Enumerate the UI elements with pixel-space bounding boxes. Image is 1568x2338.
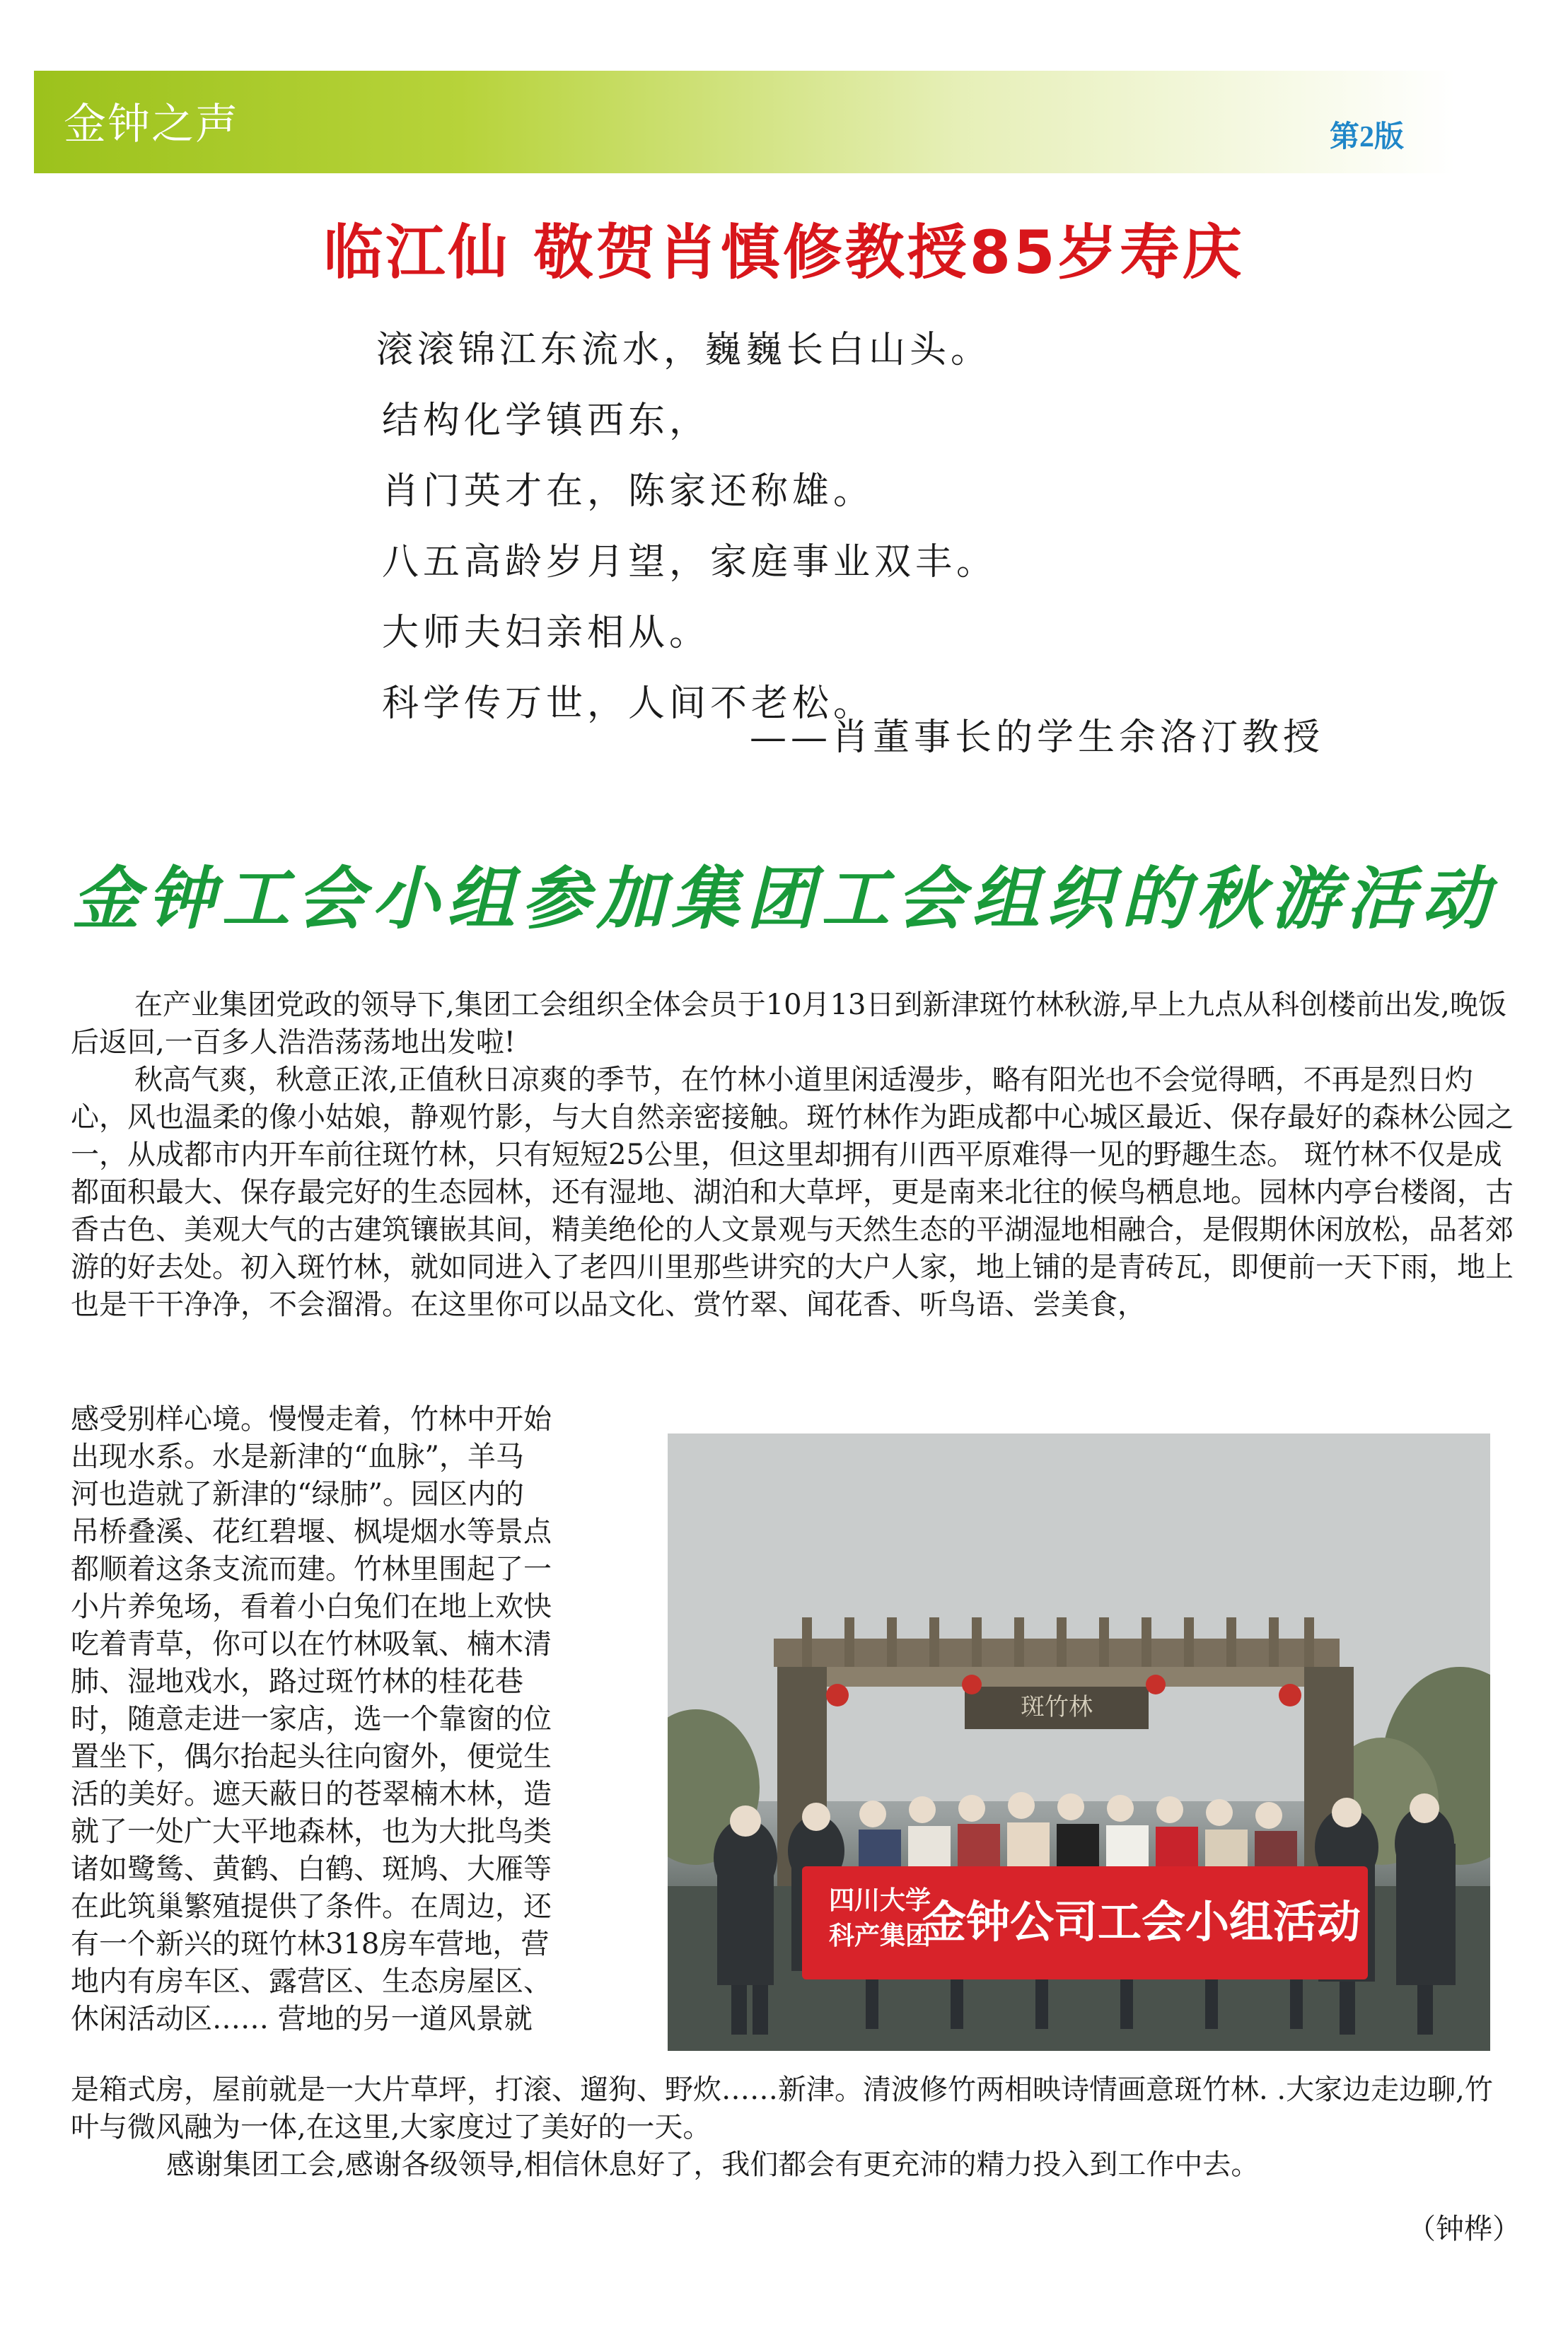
article-paragraph-1: 在产业集团党政的领导下,集团工会组织全体会员于10月13日到新津斑竹林秋游,早上九点从科创楼前出发,晚饭后返回,一百多人浩浩荡荡地出发啦! <box>71 989 1506 1059</box>
wrapped-line: 时，随意走进一家店，选一个靠窗的位 <box>71 1703 552 1735</box>
banner-main-text: 金钟公司工会小组活动 <box>922 1896 1361 1948</box>
wrapped-line: 都顺着这条支流而建。竹林里围起了一 <box>71 1553 552 1586</box>
banner-line-1: 四川大学 <box>828 1886 931 1915</box>
poem-line: 结构化学镇西东， <box>382 400 711 442</box>
article-title: 金钟工会小组参加集团工会组织的秋游活动 <box>71 859 1497 938</box>
wrapped-line: 地内有房车区、露营区、生态房屋区、 <box>71 1965 552 1998</box>
poem-line: 大师夫妇亲相从。 <box>382 612 711 654</box>
wrapped-line: 诸如鹭鸶、黄鹤、白鹤、斑鸠、大雁等 <box>71 1853 552 1885</box>
author-signature: （钟桦） <box>1407 2213 1521 2245</box>
poem-author: ——肖董事长的学生余洛汀教授 <box>750 716 1325 759</box>
wrapped-line: 肺、湿地戏水，路过斑竹林的桂花巷 <box>71 1665 523 1698</box>
article-paragraph-4: 感谢集团工会,感谢各级领导,相信休息好了，我们都会有更充沛的精力投入到工作中去。 <box>166 2148 1260 2181</box>
banner-line-2: 科产集团 <box>828 1921 931 1950</box>
article-paragraph-2: 秋高气爽，秋意正浓,正值秋日凉爽的季节，在竹林小道里闲适漫步，略有阳光也不会觉得晒，不再是烈日灼心，风也温柔的像小姑娘，静观竹影，与大自然亲密接触。斑竹林作为距成都中心城区最近、保存最好的森林公园之一，从成都市内开车前往斑竹林，只有短短25公里，但这里却拥有川西平原难得一见的野趣生态。 斑竹林不仅是成都面积最大、保存最完好的生态园林，还有湿地、湖泊和大草坪，更是南来北往的候鸟栖息地。园林内亭台楼阁，古香古色、美观大气的古建筑镶嵌其间，精美绝伦的人文景观与天然生态的平湖湿地相融合，是假期休闲放松，品茗郊游的好去处。初入斑竹林，就如同进入了老四川里那些讲究的大户人家，地上铺的是青砖瓦，即便前一天下雨，地上也是干干净净，不会溜滑。在这里你可以品文化、赏竹翠、闻花香、听鸟语、尝美食， <box>71 1064 1514 1321</box>
wrapped-line: 吃着青草，你可以在竹林吸氧、楠木清 <box>71 1628 552 1661</box>
wrapped-line: 有一个新兴的斑竹林318房车营地，营 <box>71 1928 550 1960</box>
article-wrapped-column <box>71 1401 651 2038</box>
group-photo <box>668 1433 1490 2051</box>
wrapped-line: 感受别样心境。慢慢走着，竹林中开始 <box>71 1403 552 1436</box>
wrapped-line: 休闲活动区…… 营地的另一道风景就 <box>71 2003 533 2035</box>
poem-line: 科学传万世，人间不老松。 <box>382 682 875 725</box>
wrapped-line: 小片养兔场，看着小白兔们在地上欢快 <box>71 1590 552 1623</box>
wrapped-line: 活的美好。遮天蔽日的苍翠楠木林，造 <box>71 1778 552 1810</box>
newsletter-title: 金钟之声 <box>64 100 239 149</box>
wrapped-line: 置坐下，偶尔抬起头往向窗外，便觉生 <box>71 1740 552 1773</box>
wrapped-line: 吊桥叠溪、花红碧堰、枫堤烟水等景点 <box>71 1516 552 1548</box>
poem-line: 八五高龄岁月望，家庭事业双丰。 <box>382 541 998 583</box>
gate-sign-text: 斑竹林 <box>1021 1693 1093 1721</box>
poem-body <box>376 315 998 739</box>
poem-line: 肖门英才在，陈家还称雄。 <box>382 470 875 513</box>
wrapped-line: 在此筑巢繁殖提供了条件。在周边，还 <box>71 1890 552 1923</box>
header-bar <box>34 71 1456 173</box>
wrapped-line: 河也造就了新津的“绿肺”。园区内的 <box>71 1478 524 1511</box>
article-paragraph-3: 是箱式房，屋前就是一大片草坪，打滚、遛狗、野炊……新津。清波修竹两相映诗情画意斑竹林. .大家边走边聊,竹叶与微风融为一体,在这里,大家度过了美好的一天。 <box>71 2074 1493 2144</box>
poem-line: 滚滚锦江东流水，巍巍长白山头。 <box>376 329 992 371</box>
edition-label: 第2版 <box>1330 121 1405 153</box>
wrapped-line: 出现水系。水是新津的“血脉”，羊马 <box>71 1441 524 1473</box>
poem-title: 临江仙 敬贺肖慎修教授85岁寿庆 <box>323 218 1245 287</box>
wrapped-line: 就了一处广大平地森林，也为大批鸟类 <box>71 1815 552 1848</box>
